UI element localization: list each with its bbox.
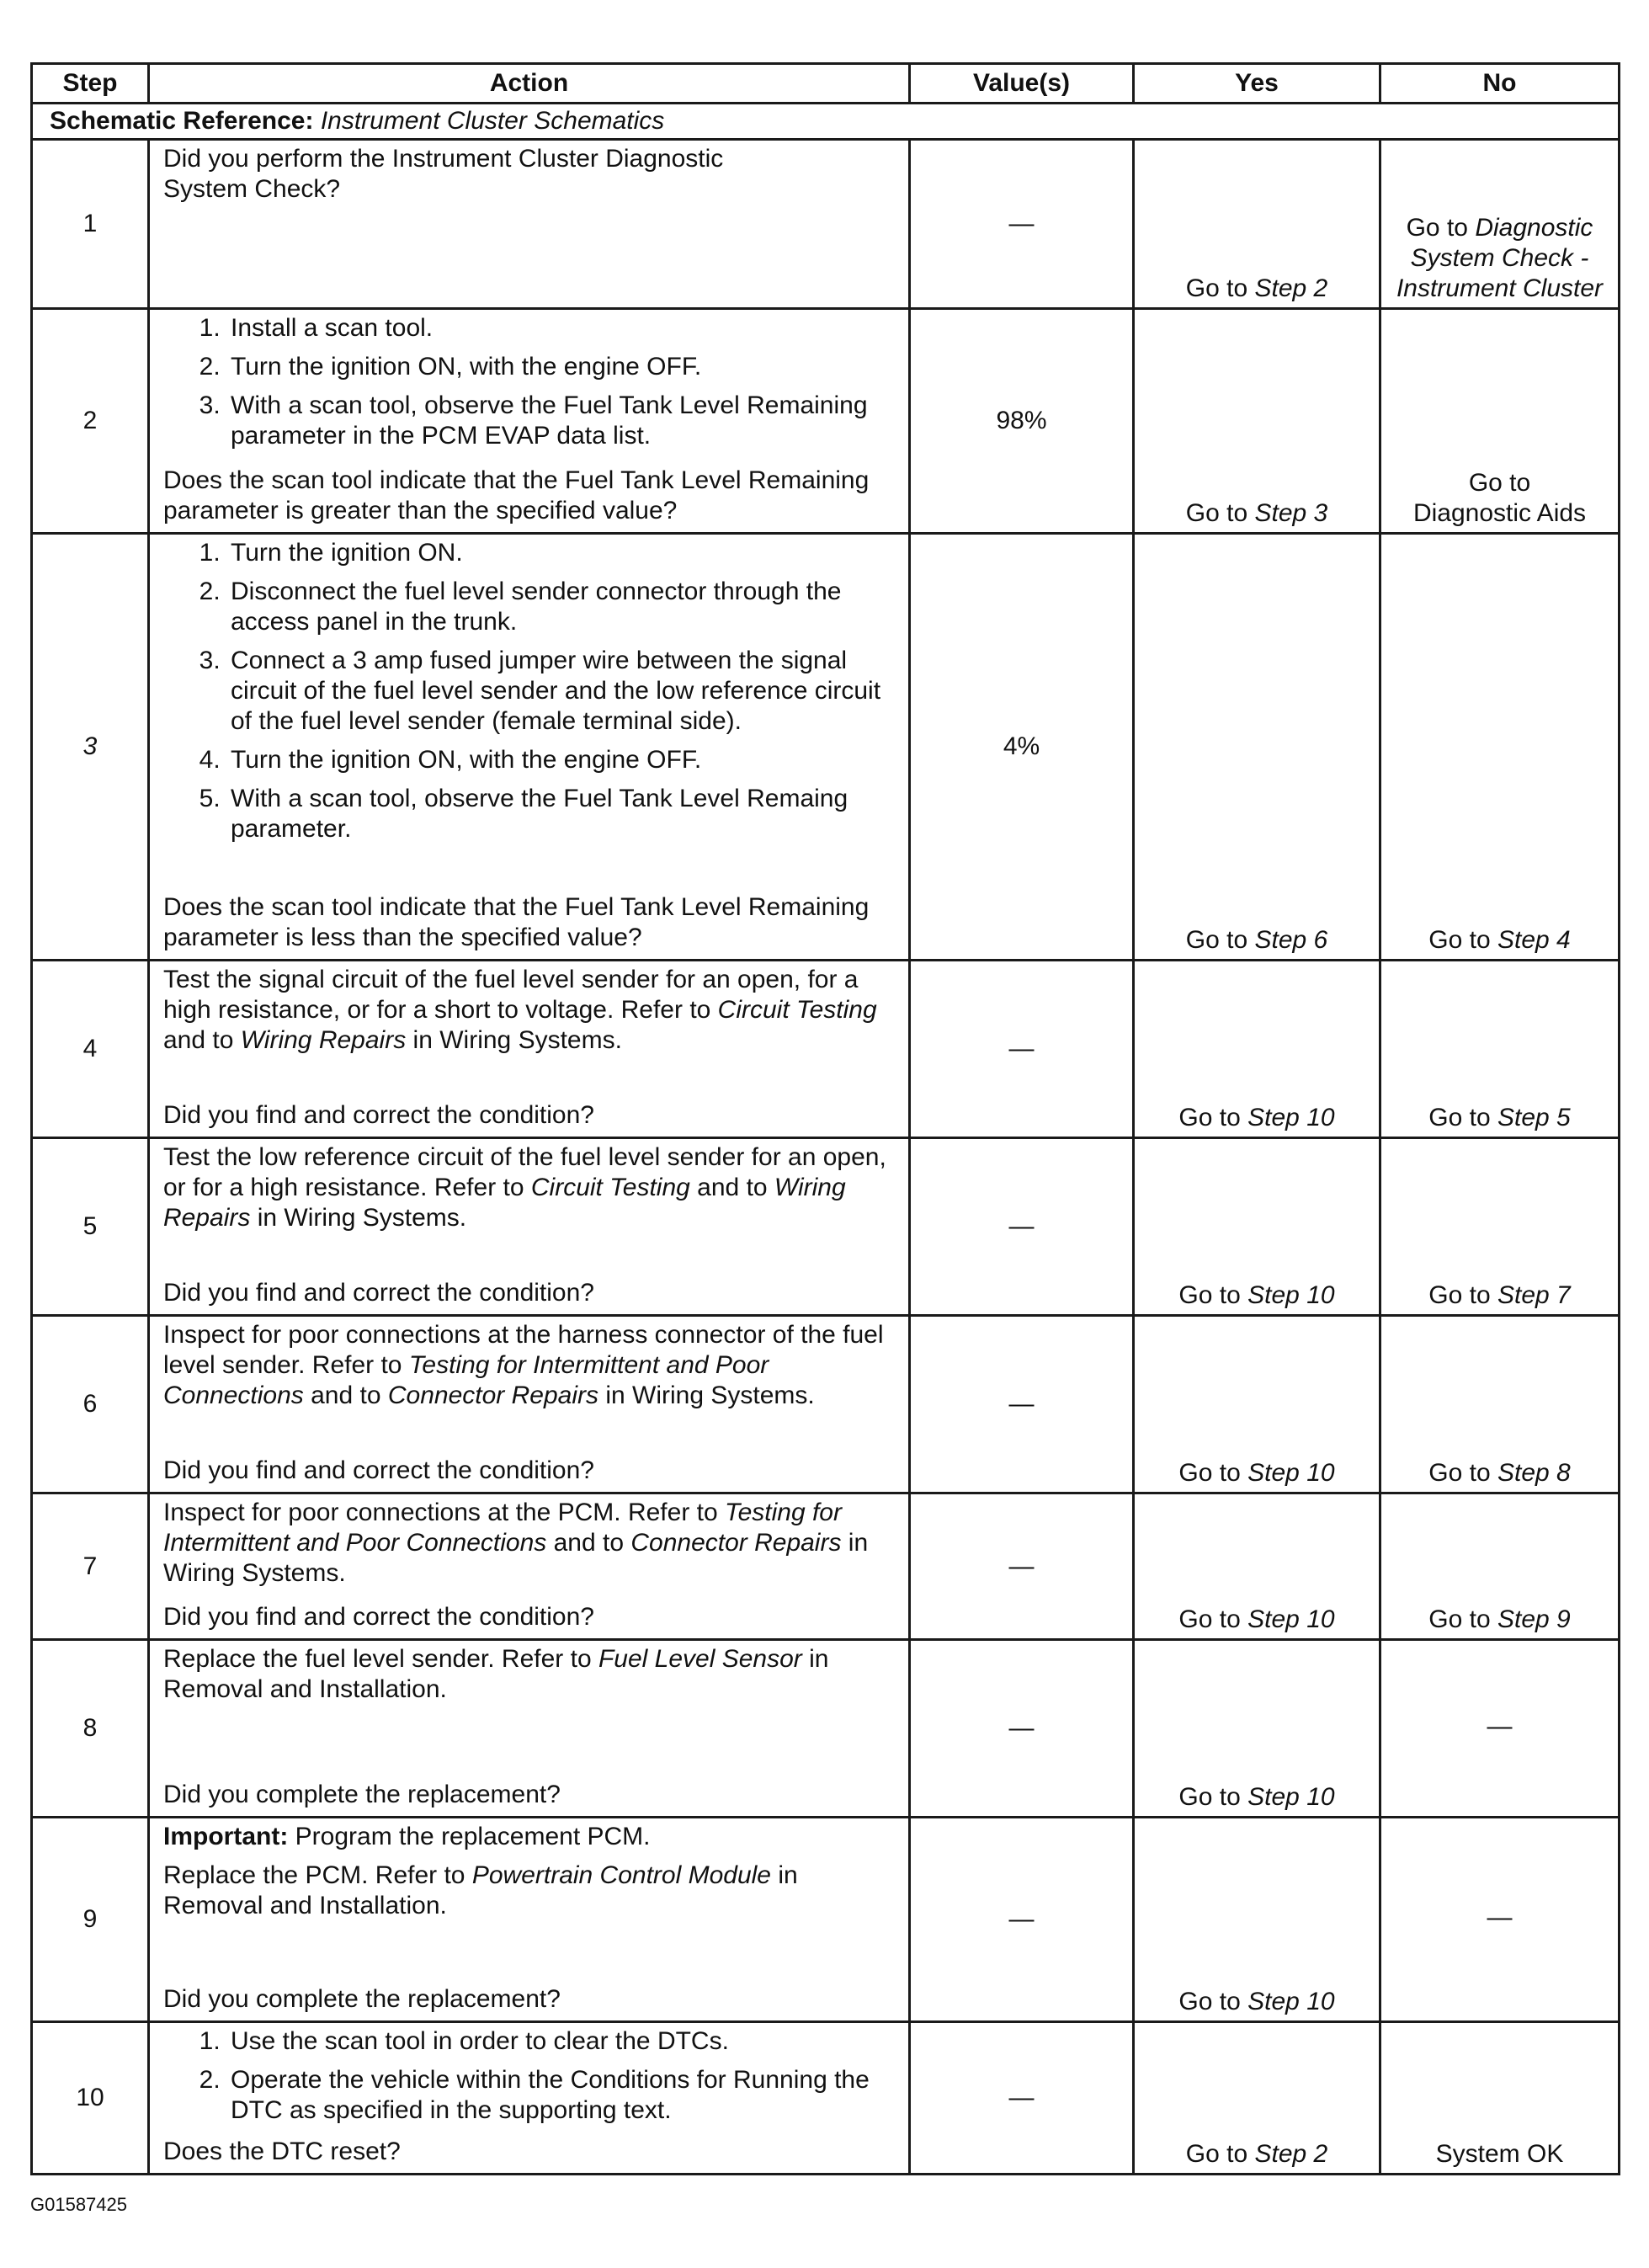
yes-prefix: Go to (1178, 1104, 1248, 1131)
important-note (163, 1822, 898, 1852)
schematic-reference (32, 104, 1620, 140)
value-cell: 4% (910, 534, 1134, 961)
no-result: System OK (1435, 2140, 1564, 2168)
action-content (163, 965, 898, 1131)
action-text: in Wiring Systems. (598, 1382, 815, 1409)
action-body (163, 538, 898, 853)
reference-link[interactable]: Fuel Level Sensor (598, 1645, 802, 1673)
yes-cell (1134, 961, 1380, 1138)
action-cell (149, 1316, 910, 1493)
reference-link[interactable]: Circuit Testing (717, 996, 877, 1024)
action-body (163, 1644, 898, 1705)
action-question: Did you find and correct the condition? (163, 1101, 594, 1129)
yes-step-link[interactable]: Step 10 (1247, 1783, 1335, 1811)
header-no: No (1380, 64, 1620, 104)
no-cell (1380, 1138, 1620, 1316)
action-paragraph (163, 1142, 898, 1233)
no-cell (1380, 140, 1620, 309)
figure-id: G01587425 (30, 2194, 127, 2215)
no-link[interactable]: Diagnostic Aids (1412, 499, 1587, 527)
table-row (32, 961, 1620, 1138)
list-item: 1. Install a scan tool. (227, 313, 898, 343)
value-cell: — (910, 961, 1134, 1138)
yes-prefix: Go to (1185, 499, 1255, 527)
yes-step-link[interactable]: Step 10 (1247, 1988, 1335, 2015)
no-prefix: Go to (1468, 469, 1531, 497)
step-number: 3 (32, 534, 149, 961)
action-question: Does the scan tool indicate that the Fuel Tank Level Remaining parameter is greater than the specified value? (163, 466, 870, 524)
action-body (163, 1822, 898, 1921)
reference-link[interactable]: Powertrain Control Module (471, 1861, 771, 1889)
no-prefix: Go to (1428, 1281, 1497, 1309)
action-paragraph (163, 965, 898, 1056)
value-cell: 98% (910, 309, 1134, 534)
schematic-reference-row (32, 104, 1620, 140)
yes-prefix: Go to (1178, 1988, 1248, 2015)
header-values: Value(s) (910, 64, 1134, 104)
header-yes: Yes (1134, 64, 1380, 104)
action-body (163, 313, 898, 460)
yes-step-link[interactable]: Step 10 (1247, 1104, 1335, 1131)
action-content (163, 1498, 898, 1632)
action-text: Replace the fuel level sender. Refer to (163, 1645, 598, 1673)
action-text: Test the signal circuit of the fuel level sender for an open, for a high resistance, or for a short to voltage. Refer to (163, 966, 859, 1024)
list-item: 3. With a scan tool, observe the Fuel Tank Level Remaining parameter in the PCM EVAP data list. (227, 391, 898, 451)
action-text: in Wiring Systems. (163, 1529, 869, 1587)
no-step-link[interactable]: Diagnostic System Check - Instrument Cluster (1396, 214, 1604, 302)
no-cell (1380, 1640, 1620, 1818)
table-row (32, 1316, 1620, 1493)
action-content (163, 1320, 898, 1486)
list-item: 1. Use the scan tool in order to clear the DTCs. (227, 2026, 898, 2057)
action-text: in Wiring Systems. (250, 1204, 467, 1232)
action-cell (149, 961, 910, 1138)
action-paragraph (163, 1861, 898, 1921)
no-cell (1380, 1316, 1620, 1493)
reference-link[interactable]: Connector Repairs (387, 1382, 598, 1409)
no-dash: — (1487, 1903, 1513, 1931)
step-number: 5 (32, 1138, 149, 1316)
no-dash: — (1487, 1712, 1513, 1740)
action-question: Did you find and correct the condition? (163, 1279, 594, 1307)
yes-prefix: Go to (1185, 926, 1255, 954)
action-text: in Wiring Systems. (406, 1026, 622, 1054)
value-cell: — (910, 1316, 1134, 1493)
yes-step-link[interactable]: Step 6 (1254, 926, 1328, 954)
list-item: 2. Operate the vehicle within the Conditions for Running the DTC as specified in the supporting text. (227, 2065, 898, 2126)
yes-cell (1134, 1818, 1380, 2022)
table-header-row (32, 64, 1620, 104)
action-paragraph (163, 1498, 898, 1589)
action-text: Replace the PCM. Refer to (163, 1861, 472, 1889)
action-cell (149, 1640, 910, 1818)
diagnostic-table-sheet (30, 62, 1618, 2175)
action-cell (149, 309, 910, 534)
important-label: Important: (163, 1823, 289, 1850)
action-question: Did you find and correct the condition? (163, 1456, 594, 1484)
step-number: 7 (32, 1493, 149, 1640)
header-step: Step (32, 64, 149, 104)
list-item: 5. With a scan tool, observe the Fuel Tank Level Remaing parameter. (227, 784, 898, 844)
reference-link[interactable]: Connector Repairs (630, 1529, 842, 1557)
no-step-link[interactable]: Step 8 (1497, 1459, 1571, 1487)
action-steps-list (163, 538, 898, 844)
action-text-line: System Check? (163, 175, 341, 203)
table-row (32, 140, 1620, 309)
header-action: Action (149, 64, 910, 104)
action-text: in Removal and Installation. (163, 1645, 829, 1703)
table-row (32, 1818, 1620, 2022)
no-cell (1380, 309, 1620, 534)
action-content (163, 2026, 898, 2167)
action-text: and to (689, 1174, 774, 1201)
value-cell: — (910, 1818, 1134, 2022)
table-row (32, 534, 1620, 961)
action-question: Did you find and correct the condition? (163, 1603, 594, 1631)
step-number: 4 (32, 961, 149, 1138)
no-prefix: Go to (1428, 926, 1497, 954)
value-cell: — (910, 1138, 1134, 1316)
table-row (32, 1640, 1620, 1818)
table-row (32, 1493, 1620, 1640)
yes-step-link[interactable]: Step 10 (1247, 1605, 1335, 1633)
important-text: Program the replacement PCM. (288, 1823, 651, 1850)
action-text: Inspect for poor connections at the PCM. Refer to (163, 1499, 726, 1526)
action-body (163, 965, 898, 1056)
yes-prefix: Go to (1178, 1459, 1248, 1487)
action-cell (149, 1138, 910, 1316)
action-text: and to (163, 1026, 241, 1054)
yes-step-link[interactable]: Step 10 (1247, 1459, 1335, 1487)
action-cell (149, 1818, 910, 2022)
yes-cell (1134, 2022, 1380, 2175)
action-text: Inspect for poor connections at the harness connector of the fuel level sender. Refer to (163, 1321, 884, 1379)
action-content (163, 1142, 898, 1308)
action-content (163, 538, 898, 953)
step-number: 10 (32, 2022, 149, 2175)
yes-cell (1134, 140, 1380, 309)
action-question: Does the DTC reset? (163, 2138, 401, 2165)
no-prefix: Go to (1428, 1605, 1497, 1633)
action-question: Did you complete the replacement? (163, 1781, 561, 1808)
no-cell (1380, 2022, 1620, 2175)
yes-step-link[interactable]: Step 3 (1254, 499, 1328, 527)
action-cell (149, 1493, 910, 1640)
action-text: and to (546, 1529, 631, 1557)
no-step-link[interactable]: Step 4 (1497, 926, 1571, 954)
reference-link[interactable]: Wiring Repairs (163, 1174, 846, 1232)
no-prefix: Go to (1406, 214, 1476, 242)
no-step-link[interactable]: Step 5 (1497, 1104, 1571, 1131)
yes-cell (1134, 1138, 1380, 1316)
no-step-link[interactable]: Step 9 (1497, 1605, 1571, 1633)
no-cell (1380, 1493, 1620, 1640)
action-cell (149, 140, 910, 309)
action-text: and to (303, 1382, 388, 1409)
value-cell: — (910, 1640, 1134, 1818)
reference-link[interactable]: Testing for Intermittent and Poor Connections (163, 1351, 769, 1409)
step-number: 1 (32, 140, 149, 309)
no-prefix: Go to (1428, 1104, 1497, 1131)
action-cell (149, 2022, 910, 2175)
value-cell: — (910, 1493, 1134, 1640)
list-item: 3. Connect a 3 amp fused jumper wire between the signal circuit of the fuel level sender and the low reference circuit of the fuel level sender (female terminal side). (227, 646, 898, 737)
action-paragraph (163, 1644, 898, 1705)
list-item: 2. Turn the ignition ON, with the engine OFF. (227, 352, 898, 382)
no-step-link[interactable]: Step 7 (1497, 1281, 1571, 1309)
action-question: Did you complete the replacement? (163, 1985, 561, 2013)
reference-link[interactable]: Testing for Intermittent and Poor Connections (163, 1499, 842, 1557)
step-number: 8 (32, 1640, 149, 1818)
table-row (32, 1138, 1620, 1316)
yes-prefix: Go to (1178, 1783, 1248, 1811)
action-body (163, 1320, 898, 1411)
action-body (163, 144, 898, 205)
action-cell (149, 534, 910, 961)
action-body (163, 1498, 898, 1589)
yes-cell (1134, 1640, 1380, 1818)
action-question: Does the scan tool indicate that the Fuel Tank Level Remaining parameter is less than the specified value? (163, 893, 870, 951)
action-content (163, 1644, 898, 1810)
action-content (163, 1822, 898, 2015)
action-text: Test the low reference circuit of the fuel level sender for an open, or for a high resistance. Refer to (163, 1143, 886, 1201)
action-text-line: Did you perform the Instrument Cluster Diagnostic (163, 145, 724, 173)
yes-prefix: Go to (1178, 1605, 1248, 1633)
table-row (32, 2022, 1620, 2175)
diagnostic-table (30, 62, 1620, 2175)
action-steps-list (163, 2026, 898, 2126)
table-row (32, 309, 1620, 534)
yes-step-link[interactable]: Step 10 (1247, 1281, 1335, 1309)
yes-cell (1134, 1316, 1380, 1493)
action-body (163, 1142, 898, 1233)
list-item: 1. Turn the ignition ON. (227, 538, 898, 568)
yes-cell (1134, 1493, 1380, 1640)
reference-link[interactable]: Circuit Testing (530, 1174, 690, 1201)
list-item: 4. Turn the ignition ON, with the engine OFF. (227, 745, 898, 775)
action-body (163, 2026, 898, 2134)
schematic-reference-link[interactable]: Instrument Cluster Schematics (320, 107, 665, 135)
no-prefix: Go to (1428, 1459, 1497, 1487)
step-number: 9 (32, 1818, 149, 2022)
yes-prefix: Go to (1185, 274, 1255, 302)
value-cell: — (910, 140, 1134, 309)
yes-cell (1134, 534, 1380, 961)
list-item: 2. Disconnect the fuel level sender connector through the access panel in the trunk. (227, 577, 898, 637)
step-number: 6 (32, 1316, 149, 1493)
no-cell (1380, 1818, 1620, 2022)
yes-prefix: Go to (1185, 2140, 1255, 2168)
action-text: in Removal and Installation. (163, 1861, 798, 1919)
action-steps-list (163, 313, 898, 451)
value-cell: — (910, 2022, 1134, 2175)
reference-link[interactable]: Wiring Repairs (240, 1026, 407, 1054)
action-paragraph (163, 1320, 898, 1411)
schematic-reference-label: Schematic Reference: (50, 107, 314, 135)
step-number: 2 (32, 309, 149, 534)
no-cell (1380, 534, 1620, 961)
yes-prefix: Go to (1178, 1281, 1248, 1309)
action-content (163, 313, 898, 526)
yes-step-link[interactable]: Step 2 (1254, 2140, 1328, 2168)
yes-cell (1134, 309, 1380, 534)
yes-step-link[interactable]: Step 2 (1254, 274, 1328, 302)
action-content (163, 144, 898, 301)
no-cell (1380, 961, 1620, 1138)
